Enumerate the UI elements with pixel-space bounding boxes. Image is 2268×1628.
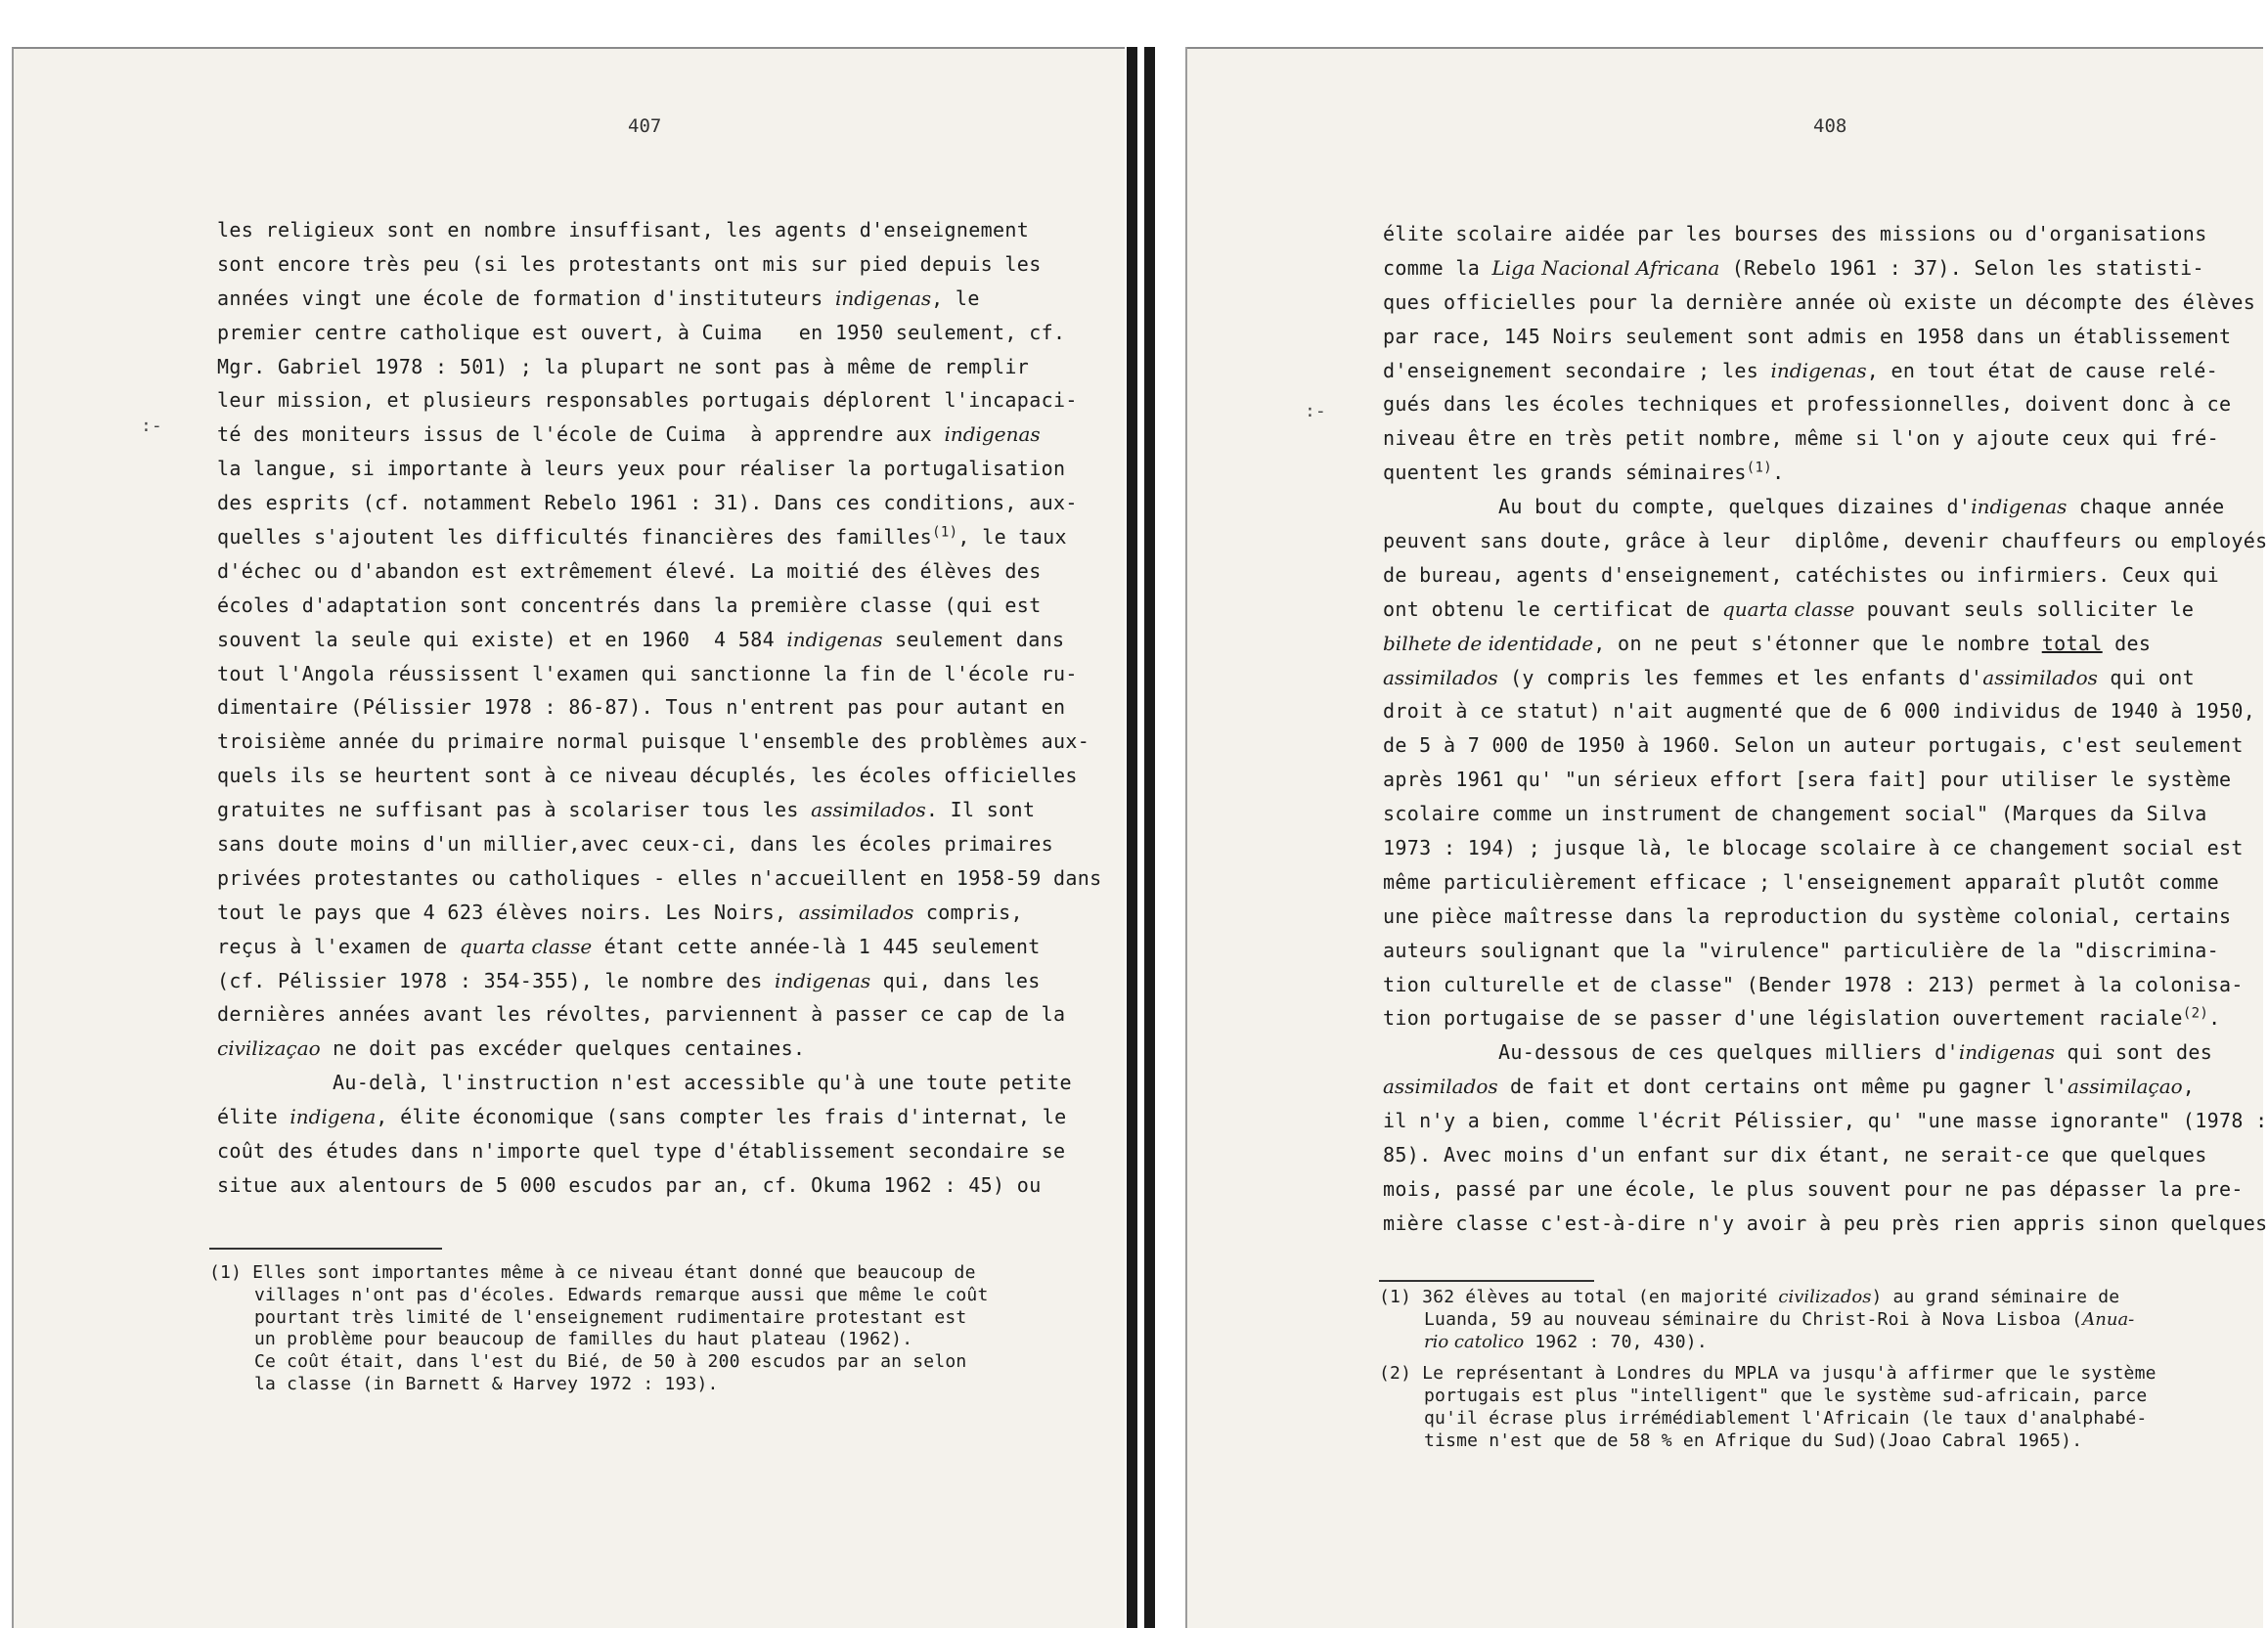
binding-bar bbox=[1144, 47, 1155, 1628]
text-line: des esprits (cf. notamment Rebelo 1961 : 31). Dans ces conditions, aux- bbox=[217, 491, 1078, 515]
text-line: Au-delà, l'instruction n'est accessible qu'à une toute petite bbox=[333, 1071, 1072, 1095]
text-line: dernières années avant les révoltes, parviennent à passer ce cap de la bbox=[217, 1002, 1066, 1027]
text-line: privées protestantes ou catholiques - elles n'accueillent en 1958-59 dans bbox=[217, 865, 1102, 890]
text-line: années vingt une école de formation d'instituteurs indigenas, le bbox=[217, 286, 980, 310]
text-line: 1973 : 194) ; jusque là, le blocage scolaire à ce changement social est bbox=[1383, 836, 2244, 860]
text-line: tion culturelle et de classe" (Bender 1978 : 213) permet à la colonisa- bbox=[1383, 972, 2244, 996]
text-line: quentent les grands séminaires$^{(1)}$. bbox=[1383, 460, 1785, 485]
text-line: Mgr. Gabriel 1978 : 501) ; la plupart ne sont pas à même de remplir bbox=[217, 354, 1030, 378]
footnote-line: Ce coût était, dans l'est du Bié, de 50 à 200 escudos par an selon bbox=[254, 1351, 967, 1373]
text-line: Au bout du compte, quelques dizaines d'indigenas chaque année bbox=[1498, 495, 2225, 519]
margin-tick: :- bbox=[141, 416, 162, 436]
text-line: tout le pays que 4 623 élèves noirs. Les Noirs, assimilados compris, bbox=[217, 900, 1023, 924]
text-line: tion portugaise de se passer d'une législation ouvertement raciale$^{(2)}$. bbox=[1383, 1005, 2221, 1031]
text-line: les religieux sont en nombre insuffisant, les agents d'enseignement bbox=[217, 218, 1030, 242]
footnote-rule bbox=[209, 1248, 442, 1250]
text-line: sont encore très peu (si les protestants ont mis sur pied depuis les bbox=[217, 251, 1042, 276]
footnote-line: (2) Le représentant à Londres du MPLA va jusqu'à affirmer que le système bbox=[1379, 1363, 2157, 1385]
text-line: quels ils se heurtent sont à ce niveau décuplés, les écoles officielles bbox=[217, 764, 1078, 788]
left-page bbox=[12, 47, 1125, 1628]
page-number: 408 bbox=[1813, 115, 1847, 137]
text-line: droit à ce statut) n'ait augmenté que de 6 000 individus de 1940 à 1950, bbox=[1383, 699, 2256, 724]
text-line: élite indigena, élite économique (sans compter les frais d'internat, le bbox=[217, 1105, 1067, 1129]
footnote bbox=[1379, 1363, 2240, 1452]
body-text bbox=[1383, 217, 2268, 1241]
footnote-line: un problème pour beaucoup de familles du haut plateau (1962). bbox=[254, 1329, 913, 1350]
text-line: niveau être en très petit nombre, même si l'on y ajoute ceux qui fré- bbox=[1383, 426, 2219, 451]
footnote-line: rio catolico 1962 : 70, 430). bbox=[1424, 1331, 1708, 1352]
footnotes bbox=[1379, 1287, 2240, 1463]
body-text bbox=[217, 213, 1102, 1203]
binding-bar bbox=[1127, 47, 1137, 1628]
text-line: après 1961 qu' "un sérieux effort [sera fait] pour utiliser le système bbox=[1383, 768, 2232, 792]
text-line: de bureau, agents d'enseignement, catéchistes ou infirmiers. Ceux qui bbox=[1383, 562, 2219, 587]
text-line: d'enseignement secondaire ; les indigenas, en tout état de cause relé- bbox=[1383, 358, 2219, 382]
text-line: dimentaire (Pélissier 1978 : 86-87). Tous n'entrent pas pour autant en bbox=[217, 695, 1066, 720]
text-line: (cf. Pélissier 1978 : 354-355), le nombre des indigenas qui, dans les bbox=[217, 968, 1041, 992]
text-line: coût des études dans n'importe quel type d'établissement secondaire se bbox=[217, 1139, 1066, 1164]
text-line: de 5 à 7 000 de 1950 à 1960. Selon un auteur portugais, c'est seulement bbox=[1383, 733, 2244, 758]
text-line: situe aux alentours de 5 000 escudos par an, cf. Okuma 1962 : 45) ou bbox=[217, 1172, 1042, 1197]
text-line: scolaire comme un instrument de changement social" (Marques da Silva bbox=[1383, 802, 2207, 826]
text-line: 85). Avec moins d'un enfant sur dix étant, ne serait-ce que quelques bbox=[1383, 1143, 2207, 1167]
text-line: une pièce maîtresse dans la reproduction du système colonial, certains bbox=[1383, 903, 2232, 928]
text-line: écoles d'adaptation sont concentrés dans la première classe (qui est bbox=[217, 593, 1042, 617]
footnote-line: villages n'ont pas d'écoles. Edwards remarque aussi que même le coût bbox=[254, 1284, 989, 1305]
text-line: mois, passé par une école, le plus souvent pour ne pas dépasser la pre- bbox=[1383, 1176, 2244, 1201]
right-page bbox=[1187, 47, 2268, 1628]
footnote-line: (1) Elles sont importantes même à ce niveau étant donné que beaucoup de bbox=[209, 1262, 976, 1283]
text-line: bilhete de identidade, on ne peut s'étonner que le nombre total des bbox=[1383, 631, 2152, 655]
footnote-line: (1) 362 élèves au total (en majorité civilizados) au grand séminaire de bbox=[1379, 1287, 2120, 1307]
text-line: reçus à l'examen de quarta classe étant cette année-là 1 445 seulement bbox=[217, 934, 1041, 958]
text-line: peuvent sans doute, grâce à leur diplôme, devenir chauffeurs ou employés bbox=[1383, 529, 2268, 553]
footnote-line: la classe (in Barnett & Harvey 1972 : 193). bbox=[254, 1373, 719, 1394]
text-line: sans doute moins d'un millier,avec ceux-ci, dans les écoles primaires bbox=[217, 832, 1053, 857]
text-line: Au-dessous de ces quelques milliers d'indigenas qui sont des bbox=[1498, 1040, 2213, 1065]
text-line: comme la Liga Nacional Africana (Rebelo 1961 : 37). Selon les statisti- bbox=[1383, 255, 2204, 280]
footnotes bbox=[209, 1262, 1070, 1406]
text-line: gués dans les écoles techniques et professionnelles, doivent donc à ce bbox=[1383, 392, 2232, 417]
text-line: la langue, si importante à leurs yeux pour réaliser la portugalisation bbox=[217, 457, 1066, 481]
footnote-line: Luanda, 59 au nouveau séminaire du Christ-Roi à Nova Lisboa (Anua- bbox=[1424, 1308, 2135, 1330]
text-line: assimilados (y compris les femmes et les enfants d'assimilados qui ont bbox=[1383, 665, 2196, 689]
text-line: civilizaçao ne doit pas excéder quelques centaines. bbox=[217, 1036, 806, 1061]
footnote-line: qu'il écrase plus irrémédiablement l'Africain (le taux d'analphabé- bbox=[1424, 1407, 2148, 1429]
text-line: té des moniteurs issus de l'école de Cuima à apprendre aux indigenas bbox=[217, 422, 1041, 447]
footnote bbox=[209, 1262, 1070, 1396]
text-line: ques officielles pour la dernière année où existe un décompte des élèves bbox=[1383, 289, 2256, 314]
text-line: mière classe c'est-à-dire n'y avoir à peu près rien appris sinon quelques bbox=[1383, 1210, 2268, 1235]
text-line: par race, 145 Noirs seulement sont admis en 1958 dans un établissement bbox=[1383, 324, 2232, 348]
footnote-line: tisme n'est que de 58 % en Afrique du Sud)(Joao Cabral 1965). bbox=[1424, 1430, 2083, 1451]
text-line: leur mission, et plusieurs responsables portugais déplorent l'incapaci- bbox=[217, 388, 1078, 413]
footnote-line: portugais est plus "intelligent" que le système sud-africain, parce bbox=[1424, 1386, 2148, 1407]
text-line: il n'y a bien, comme l'écrit Pélissier, qu' "une masse ignorante" (1978 : bbox=[1383, 1109, 2268, 1133]
text-line: souvent la seule qui existe) et en 1960 4 584 indigenas seulement dans bbox=[217, 627, 1065, 651]
text-line: tout l'Angola réussissent l'examen qui sanctionne la fin de l'école ru- bbox=[217, 661, 1078, 685]
text-line: troisième année du primaire normal puisque l'ensemble des problèmes aux- bbox=[217, 729, 1090, 754]
text-line: ont obtenu le certificat de quarta classe pouvant seuls solliciter le bbox=[1383, 596, 2195, 621]
margin-tick: :- bbox=[1305, 401, 1326, 421]
text-line: gratuites ne suffisant pas à scolariser tous les assimilados. Il sont bbox=[217, 798, 1036, 822]
text-line: élite scolaire aidée par les bourses des missions ou d'organisations bbox=[1383, 222, 2207, 245]
text-line: quelles s'ajoutent les difficultés financières des familles$^{(1)}$, le taux bbox=[217, 524, 1067, 550]
text-line: même particulièrement efficace ; l'enseignement apparaît plutôt comme bbox=[1383, 869, 2219, 894]
text-line: premier centre catholique est ouvert, à Cuima en 1950 seulement, cf. bbox=[217, 320, 1066, 344]
footnote-line: pourtant très limité de l'enseignement rudimentaire protestant est bbox=[254, 1306, 967, 1328]
footnote bbox=[1379, 1287, 2240, 1353]
footnote-rule bbox=[1379, 1280, 1594, 1282]
text-line: assimilados de fait et dont certains ont même pu gagner l'assimilaçao, bbox=[1383, 1075, 2196, 1099]
text-line: auteurs soulignant que la "virulence" particulière de la "discrimina- bbox=[1383, 938, 2219, 962]
text-line: d'échec ou d'abandon est extrêmement élevé. La moitié des élèves des bbox=[217, 558, 1042, 583]
page-number: 407 bbox=[628, 115, 662, 137]
